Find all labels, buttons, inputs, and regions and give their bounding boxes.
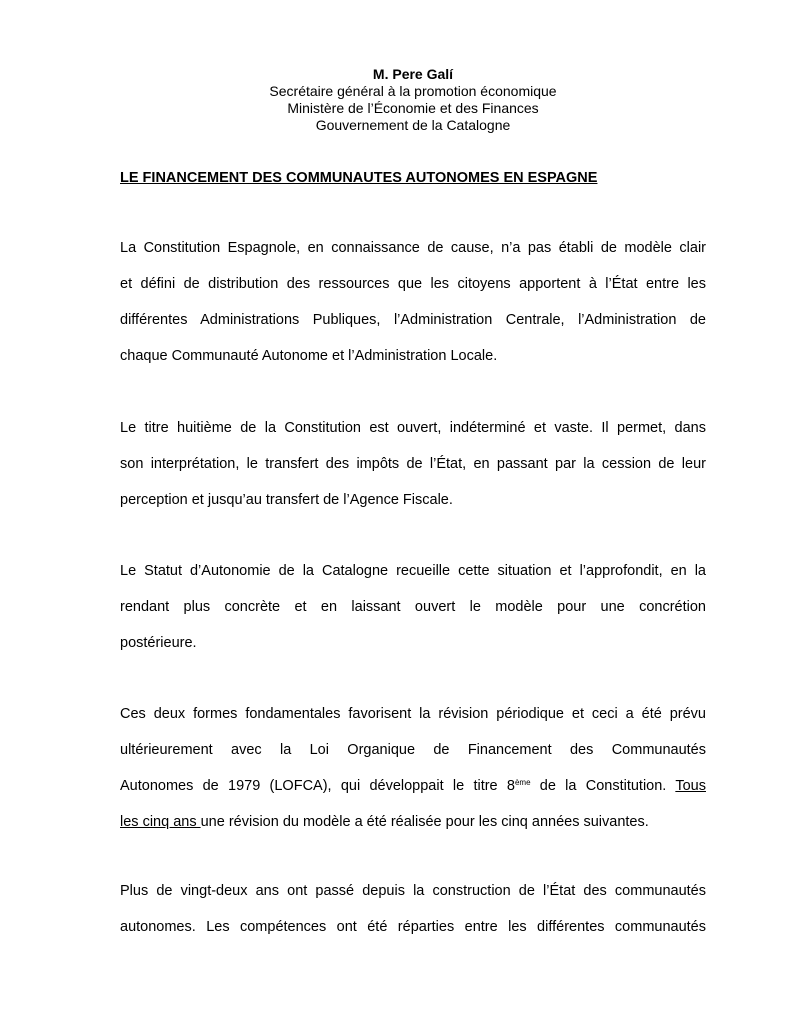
paragraph-line: perception et jusqu’au transfert de l’Agence Fiscale. (120, 492, 453, 508)
document-title: LE FINANCEMENT DES COMMUNAUTES AUTONOMES EN ESPAGNE (120, 170, 598, 186)
paragraph-line: rendant plus concrète et en laissant ouvert le modèle pour une concrétion (120, 599, 706, 615)
paragraph-5 (120, 873, 706, 945)
author-position: Secrétaire général à la promotion économique (269, 83, 557, 99)
text-segment: de la Constitution. (530, 778, 676, 794)
paragraph-line: Ces deux formes fondamentales favorisent la révision périodique et ceci a été prévu (120, 706, 706, 722)
underlined-text: les cinq ans (120, 814, 201, 830)
paragraph-line: Le titre huitième de la Constitution est ouvert, indéterminé et vaste. Il permet, dans (120, 420, 706, 436)
author-government: Gouvernement de la Catalogne (315, 117, 511, 133)
author-header (0, 66, 791, 134)
author-name: M. Pere Galí (372, 66, 454, 82)
paragraph-2 (120, 410, 706, 518)
superscript: ème (514, 778, 531, 787)
author-ministry: Ministère de l’Économie et des Finances (287, 100, 539, 116)
paragraph-line: La Constitution Espagnole, en connaissance de cause, n’a pas établi de modèle clair (120, 240, 706, 256)
paragraph-line (120, 768, 706, 804)
paragraph-line: Plus de vingt-deux ans ont passé depuis la construction de l’État des communautés (120, 883, 706, 899)
text-segment: Autonomes de 1979 (LOFCA), qui développait le titre 8 (120, 778, 515, 794)
paragraph-line: Le Statut d’Autonomie de la Catalogne recueille cette situation et l’approfondit, en la (120, 563, 706, 579)
paragraph-line: son interprétation, le transfert des impôts de l’État, en passant par la cession de leur (120, 456, 706, 472)
paragraph-3 (120, 553, 706, 661)
paragraph-line: chaque Communauté Autonome et l’Administration Locale. (120, 348, 498, 364)
paragraph-line: ultérieurement avec la Loi Organique de Financement des Communautés (120, 742, 706, 758)
paragraph-4 (120, 696, 706, 840)
text-segment: une révision du modèle a été réalisée pour les cinq années suivantes. (200, 814, 649, 830)
paragraph-1 (120, 230, 706, 374)
paragraph-line: autonomes. Les compétences ont été réparties entre les différentes communautés (120, 919, 706, 935)
paragraph-line: et défini de distribution des ressources que les citoyens apportent à l’État entre les (120, 276, 706, 292)
paragraph-line: postérieure. (120, 635, 197, 651)
underlined-text: Tous (675, 778, 706, 794)
paragraph-line: différentes Administrations Publiques, l’Administration Centrale, l’Administration de (120, 312, 706, 328)
paragraph-line (120, 804, 706, 840)
